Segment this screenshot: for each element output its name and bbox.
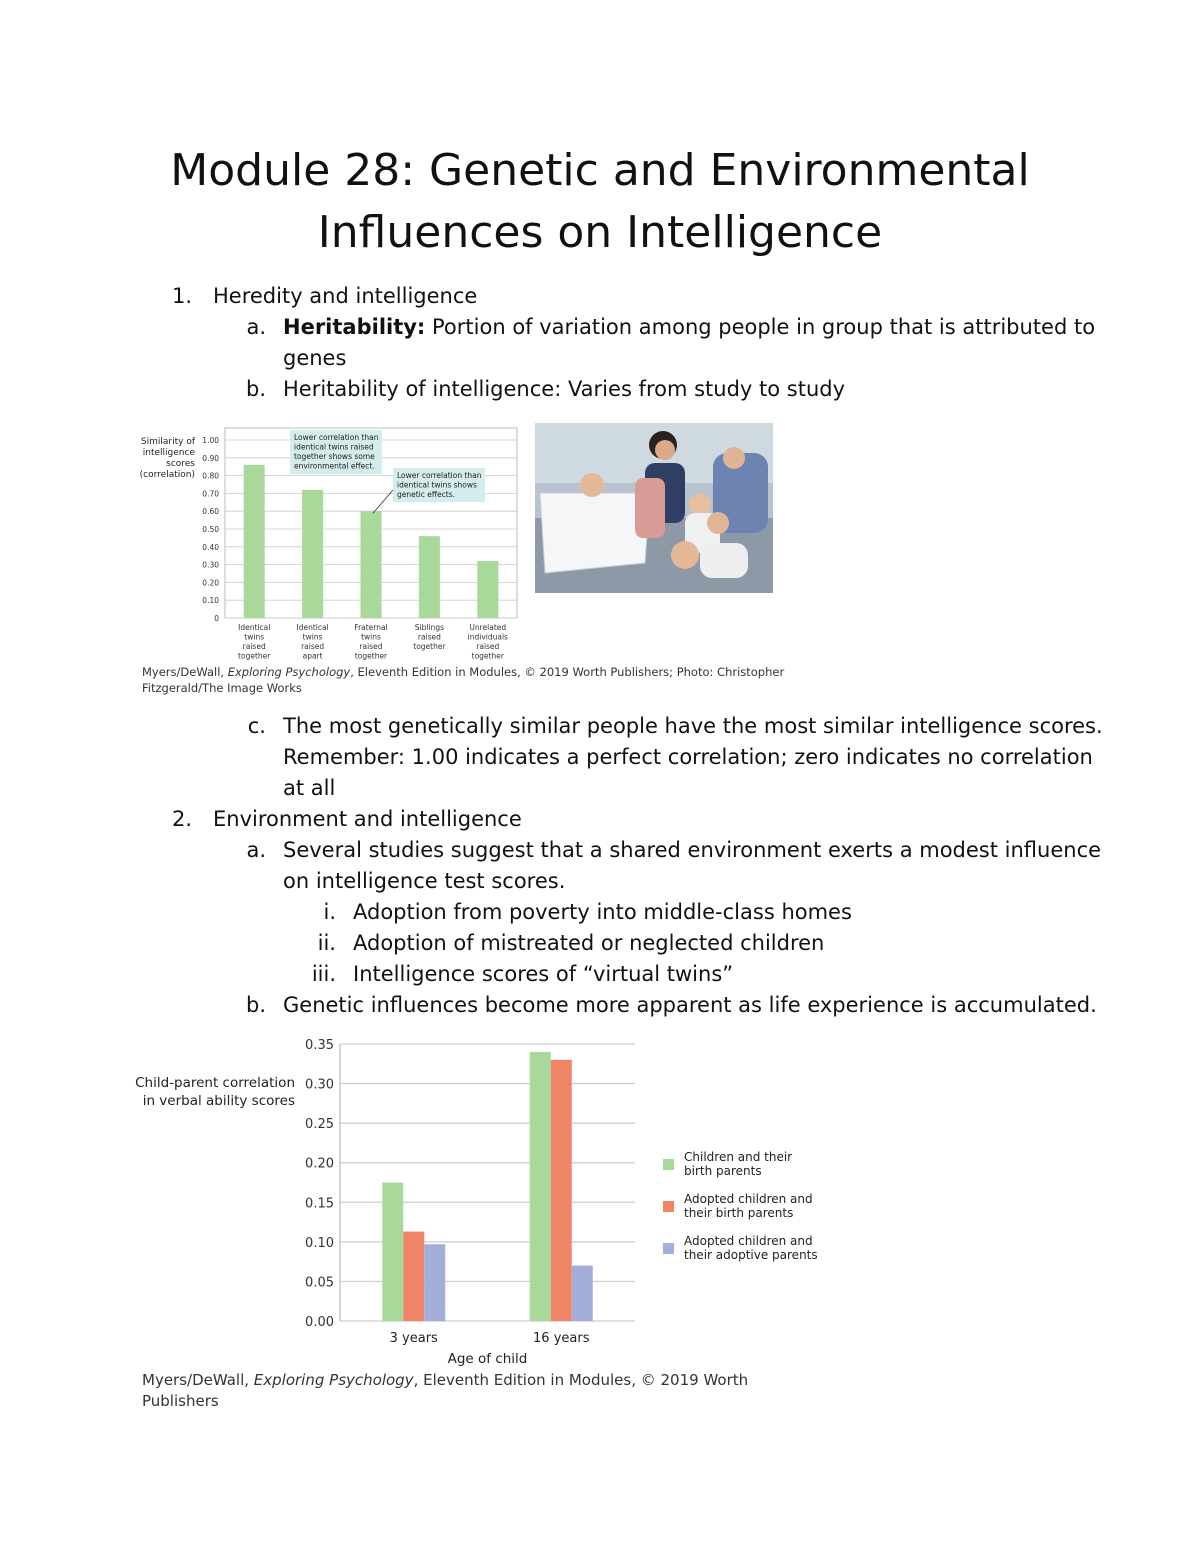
- x-tick-label: twins: [244, 632, 265, 642]
- y-axis-label: in verbal ability scores: [142, 1093, 295, 1109]
- outline-heading: Environment and intelligence: [213, 807, 522, 831]
- bar: [572, 1266, 593, 1321]
- annotation-text: genetic effects.: [397, 490, 456, 499]
- outline-letter: a.: [246, 315, 266, 339]
- bar: [477, 561, 498, 618]
- credit-book-title: Exploring Psychology: [227, 665, 351, 679]
- y-tick-label: 0.10: [202, 596, 219, 606]
- y-tick-label: 0: [214, 614, 219, 623]
- x-tick-label: together: [238, 651, 271, 661]
- bar: [302, 490, 323, 618]
- outline-subitem: Intelligence scores of “virtual twins”: [353, 962, 734, 986]
- legend-label: Children and their: [684, 1150, 793, 1164]
- x-tick-label: raised: [417, 632, 441, 642]
- bar: [419, 536, 440, 618]
- y-tick-label: 0.90: [202, 453, 219, 463]
- bar: [382, 1183, 403, 1322]
- outline-letter: a.: [246, 838, 266, 862]
- baby-head-shape: [580, 473, 604, 497]
- y-axis-label: Child-parent correlation: [135, 1075, 295, 1091]
- x-tick-label: twins: [302, 632, 323, 642]
- credit-book-title: Exploring Psychology: [253, 1371, 414, 1389]
- term-definition: Portion of variation among people in group that is attributed to: [425, 315, 1096, 339]
- x-tick-label: Identical: [296, 623, 329, 632]
- outline-number: 2.: [171, 807, 192, 831]
- x-tick-label: 16 years: [533, 1331, 590, 1346]
- credit-line-1: [142, 1370, 748, 1391]
- y-tick-label: 0.30: [202, 560, 219, 570]
- bar: [530, 1052, 551, 1321]
- y-tick-label: 0.50: [202, 525, 219, 534]
- annotation-text: Lower correlation than: [294, 433, 379, 442]
- x-tick-label: raised: [242, 642, 266, 651]
- title-line-2: Influences on Intelligence: [317, 207, 883, 258]
- x-tick-label: Unrelated: [469, 623, 507, 632]
- y-tick-label: 0.30: [305, 1077, 334, 1093]
- legend-label: Adopted children and: [684, 1234, 813, 1248]
- annotation-text: identical twins shows: [397, 480, 477, 490]
- baby-head-shape-4: [671, 541, 699, 569]
- outline-item: Heritability of intelligence: Varies from study to study: [283, 377, 846, 401]
- y-tick-label: 1.00: [202, 436, 219, 445]
- outline-letter: c.: [247, 714, 266, 738]
- bar: [551, 1060, 572, 1321]
- outline-heading: Heredity and intelligence: [213, 284, 478, 308]
- x-tick-label: together: [413, 642, 446, 651]
- outline-letter: b.: [245, 377, 266, 401]
- verbal-ability-chart: [135, 1030, 835, 1370]
- x-tick-label: apart: [302, 651, 323, 661]
- baby-head-shape-2: [689, 494, 711, 516]
- credit-text: , Eleventh Edition in Modules, © 2019 Worth: [413, 1371, 749, 1389]
- figure-credit: [142, 664, 784, 696]
- y-tick-label: 0.05: [305, 1275, 334, 1291]
- y-tick-label: 0.20: [202, 578, 219, 588]
- y-axis-label: Similarity of: [140, 437, 195, 447]
- outline-item-cont: on intelligence test scores.: [283, 869, 566, 893]
- y-tick-label: 0.60: [202, 507, 219, 517]
- x-tick-label: twins: [361, 632, 381, 642]
- bar: [361, 511, 382, 618]
- bathtub-shape: [540, 493, 650, 573]
- x-tick-label: raised: [476, 642, 500, 651]
- outline-subitem: Adoption from poverty into middle-class homes: [353, 900, 852, 924]
- outline-item: Genetic influences become more apparent as life experience is accumulated.: [283, 993, 1097, 1017]
- legend-label: Adopted children and: [684, 1192, 813, 1206]
- y-tick-label: 0.35: [305, 1038, 334, 1053]
- legend-swatch: [663, 1243, 674, 1254]
- bar: [244, 465, 265, 618]
- legend-label: their birth parents: [684, 1206, 794, 1220]
- x-tick-label: 3 years: [389, 1331, 438, 1346]
- title-line-1: Module 28: Genetic and Environmental: [170, 145, 1030, 196]
- x-tick-label: Identical: [238, 623, 271, 632]
- y-tick-label: 0.40: [202, 542, 219, 552]
- credit-text: , Eleventh Edition in Modules, © 2019 Worth Publishers; Photo: Christopher: [350, 665, 785, 679]
- annotation-text: together shows some: [294, 452, 375, 461]
- annotation-text: Lower correlation than: [397, 471, 482, 480]
- legend-label: birth parents: [684, 1164, 762, 1178]
- outline-subitem: Adoption of mistreated or neglected children: [353, 931, 825, 955]
- legend-swatch: [663, 1201, 674, 1212]
- outline-item: The most genetically similar people have the most similar intelligence scores.: [283, 714, 1103, 738]
- outline-item: Several studies suggest that a shared environment exerts a modest influence: [283, 838, 1102, 862]
- x-axis-label: Age of child: [447, 1351, 528, 1367]
- y-axis-label: (correlation): [139, 470, 195, 480]
- x-tick-label: Siblings: [414, 623, 445, 632]
- x-tick-label: raised: [301, 642, 325, 651]
- baby-head-shape-3: [707, 512, 729, 534]
- y-tick-label: 0.15: [305, 1196, 334, 1212]
- credit-line-2: Publishers: [142, 1392, 219, 1410]
- x-tick-label: raised: [359, 642, 383, 651]
- legend-label: their adoptive parents: [684, 1248, 818, 1262]
- y-tick-label: 0.70: [202, 489, 219, 499]
- x-tick-label: individuals: [467, 632, 508, 642]
- heritability-chart: [135, 420, 530, 665]
- x-tick-label: together: [354, 651, 388, 661]
- mother-face-shape: [655, 440, 675, 460]
- annotation-text: environmental effect.: [294, 461, 375, 471]
- x-tick-label: together: [471, 651, 504, 661]
- legend-swatch: [663, 1159, 674, 1170]
- outline-item: [283, 312, 1095, 343]
- y-tick-label: 0.80: [202, 471, 219, 481]
- child-head-shape: [723, 447, 745, 469]
- y-tick-label: 0.10: [305, 1235, 334, 1251]
- photo-mother-with-quintuplets: [535, 423, 773, 593]
- y-axis-label: scores: [166, 459, 195, 469]
- credit-text: Myers/DeWall,: [142, 665, 228, 679]
- outline-item-cont: at all: [283, 776, 336, 800]
- towel-shape: [635, 478, 665, 538]
- y-tick-label: 0.20: [305, 1156, 334, 1172]
- outline-letter: b.: [245, 993, 266, 1017]
- y-tick-label: 0.25: [305, 1117, 334, 1133]
- y-axis-label: intelligence: [142, 448, 195, 458]
- bar: [403, 1232, 424, 1321]
- outline-roman: iii.: [311, 962, 336, 986]
- annotation-text: identical twins raised: [294, 442, 374, 452]
- bar: [424, 1244, 445, 1321]
- outline-item-cont: genes: [283, 346, 347, 370]
- term-bold: Heritability:: [283, 315, 426, 339]
- credit-text: Myers/DeWall,: [142, 1371, 254, 1389]
- outline-roman: i.: [323, 900, 336, 924]
- page-title: [0, 140, 1200, 264]
- x-tick-label: Fraternal: [354, 623, 388, 632]
- baby-body-shape-2: [700, 543, 748, 578]
- figure-credit-2: [142, 1370, 748, 1412]
- credit-line-2: Fitzgerald/The Image Works: [142, 681, 302, 695]
- credit-line-1: [142, 664, 784, 680]
- outline-roman: ii.: [317, 931, 336, 955]
- outline-number: 1.: [171, 284, 192, 308]
- outline-item-cont: Remember: 1.00 indicates a perfect correlation; zero indicates no correlation: [283, 745, 1093, 769]
- y-tick-label: 0.00: [305, 1315, 334, 1330]
